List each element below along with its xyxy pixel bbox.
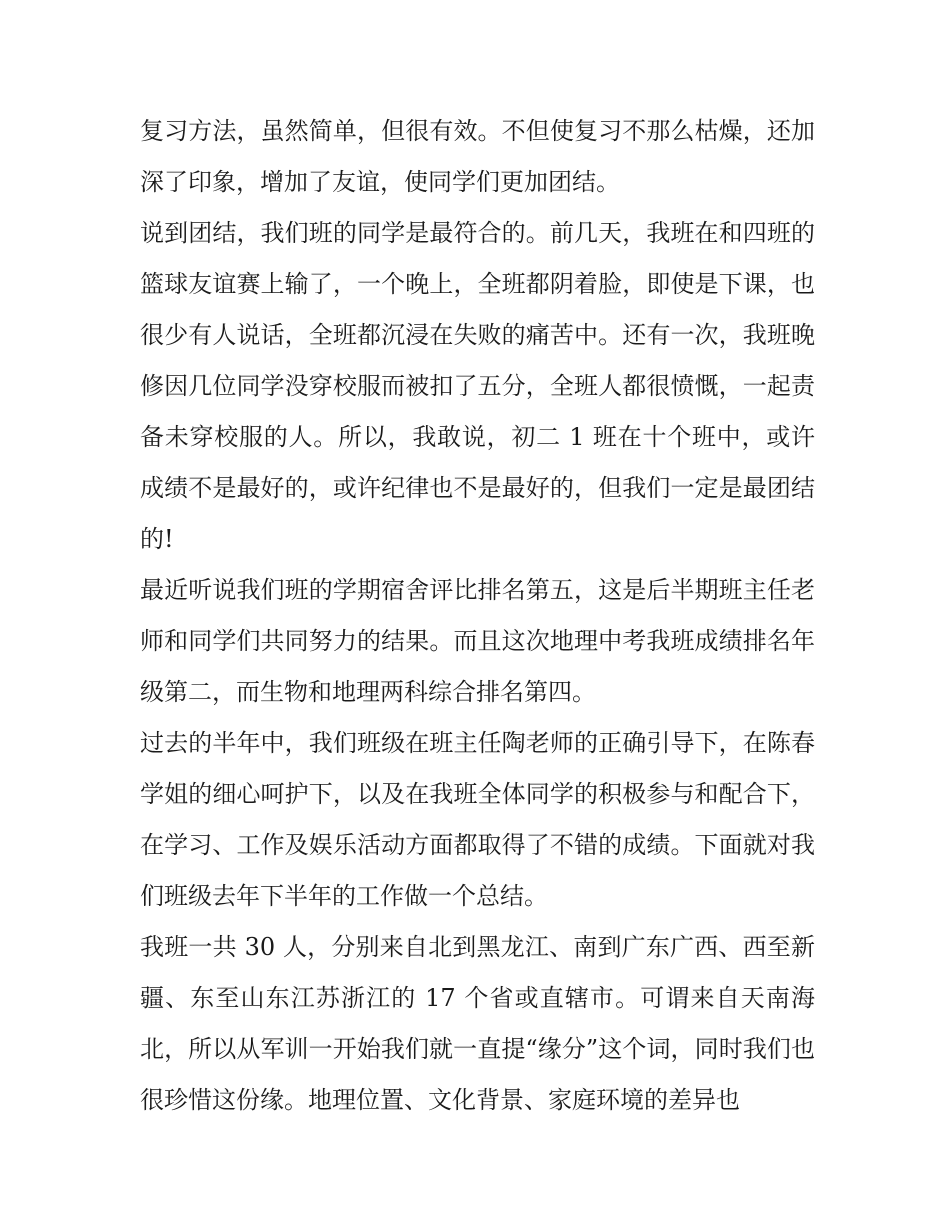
paragraph-half-year-summary: 过去的半年中，我们班级在班主任陶老师的正确引导下，在陈春学姐的细心呵护下，以及在我班全体同学的积极参与和配合下，在学习、工作及娱乐活动方面都取得了不错的成绩。下面就对我们班级去年下半年的工作做一个总结。 (140, 729, 815, 910)
document-body (140, 106, 815, 1126)
paragraph-class-origins: 我班一共 30 人，分别来自北到黑龙江、南到广东广西、西至新疆、东至山东江苏浙江的 17 个省或直辖市。可谓来自天南海北，所以从军训一开始我们就一直提“缘分”这个词，同时我们也很珍惜这份缘。地理位置、文化背景、家庭环境的差异也 (140, 933, 815, 1114)
paragraph-dorm-ranking: 最近听说我们班的学期宿舍评比排名第五，这是后半期班主任老师和同学们共同努力的结果。而且这次地理中考我班成绩排名年级第二，而生物和地理两科综合排名第四。 (140, 576, 815, 706)
paragraph-review-method: 复习方法，虽然简单，但很有效。不但使复习不那么枯燥，还加深了印象，增加了友谊，使同学们更加团结。 (140, 117, 815, 196)
paragraph-unity: 说到团结，我们班的同学是最符合的。前几天，我班在和四班的篮球友谊赛上输了，一个晚上，全班都阴着脸，即使是下课，也很少有人说话，全班都沉浸在失败的痛苦中。还有一次，我班晚修因几位同学没穿校服而被扣了五分，全班人都很愤慨，一起责备未穿校服的人。所以，我敢说，初二 1 班在十个班中，或许成绩不是最好的，或许纪律也不是最好的，但我们一定是最团结的! (140, 219, 815, 553)
